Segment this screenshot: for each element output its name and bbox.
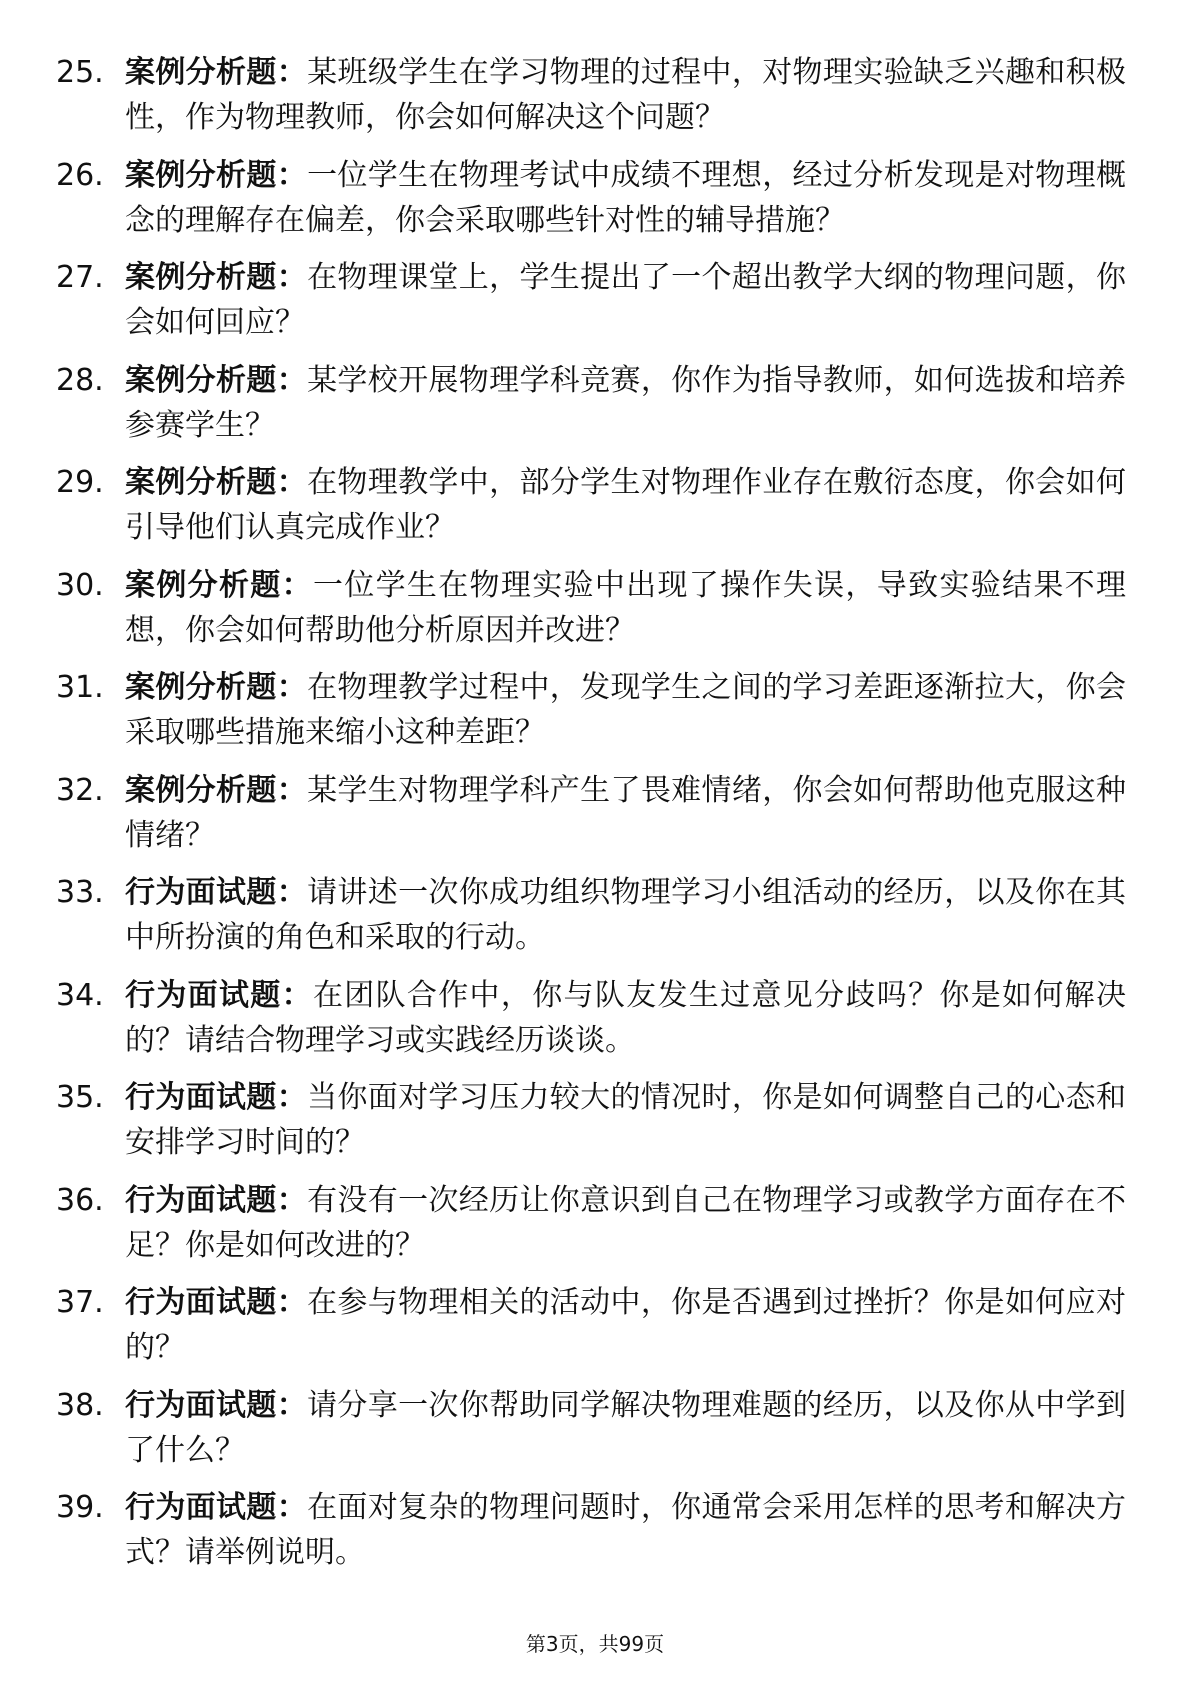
question-number: 27. (56, 260, 104, 295)
question-number: 31. (56, 670, 104, 705)
question-text: 请讲述一次你成功组织物理学习小组活动的经历，以及你在其中所扮演的角色和采取的行动。 (125, 875, 1126, 955)
question-type: 案例分析题： (125, 670, 308, 705)
question-body (125, 460, 1126, 550)
question-number: 25. (56, 55, 104, 90)
question-body (125, 153, 1126, 243)
question-body (125, 358, 1126, 448)
question-type: 行为面试题： (125, 875, 308, 910)
question-text: 请分享一次你帮助同学解决物理难题的经历，以及你从中学到了什么？ (125, 1387, 1126, 1468)
question-type: 行为面试题： (125, 1285, 308, 1320)
question-text: 有没有一次经历让你意识到自己在物理学习或教学方面存在不足？你是如何改进的？ (125, 1182, 1126, 1263)
question-item (56, 665, 1126, 755)
question-body (125, 1075, 1126, 1165)
question-number: 33. (56, 875, 104, 910)
question-type: 行为面试题： (125, 1490, 308, 1525)
question-body (125, 563, 1126, 653)
question-item (56, 870, 1126, 960)
question-number: 36. (56, 1182, 104, 1218)
question-body (125, 665, 1126, 755)
question-body (125, 870, 1126, 960)
question-type: 案例分析题： (125, 55, 308, 90)
question-type: 案例分析题： (125, 567, 313, 603)
question-type: 案例分析题： (125, 465, 308, 500)
question-item (56, 563, 1126, 653)
question-body (125, 973, 1126, 1063)
question-body (125, 50, 1126, 140)
question-text: 在物理教学过程中，发现学生之间的学习差距逐渐拉大，你会采取哪些措施来缩小这种差距？ (125, 670, 1126, 750)
question-item (56, 255, 1126, 345)
question-text: 一位学生在物理考试中成绩不理想，经过分析发现是对物理概念的理解存在偏差，你会采取哪些针对性的辅导措施？ (125, 157, 1126, 238)
question-body (125, 1383, 1126, 1473)
question-list (56, 50, 1126, 1588)
question-type: 案例分析题： (125, 157, 308, 193)
question-text: 在物理教学中，部分学生对物理作业存在敷衍态度，你会如何引导他们认真完成作业？ (125, 465, 1126, 545)
question-number: 37. (56, 1285, 104, 1320)
question-item (56, 358, 1126, 448)
page-footer (0, 1630, 1190, 1658)
question-type: 案例分析题： (125, 260, 308, 295)
question-type: 案例分析题： (125, 362, 308, 398)
question-type: 行为面试题： (125, 1182, 308, 1218)
question-type: 案例分析题： (125, 772, 308, 808)
question-body (125, 255, 1126, 345)
question-item (56, 1178, 1126, 1268)
question-number: 29. (56, 465, 104, 500)
question-number: 38. (56, 1387, 104, 1423)
question-text: 某班级学生在学习物理的过程中，对物理实验缺乏兴趣和积极性，作为物理教师，你会如何解决这个问题？ (125, 55, 1126, 135)
question-item (56, 1383, 1126, 1473)
question-body (125, 1280, 1126, 1370)
question-number: 28. (56, 362, 104, 398)
question-text: 某学生对物理学科产生了畏难情绪，你会如何帮助他克服这种情绪？ (125, 772, 1126, 853)
question-item (56, 460, 1126, 550)
question-type: 行为面试题： (125, 977, 313, 1013)
question-number: 30. (56, 567, 104, 603)
question-type: 行为面试题： (125, 1080, 308, 1115)
question-item (56, 768, 1126, 858)
question-item (56, 1485, 1126, 1575)
question-item (56, 1075, 1126, 1165)
question-text: 在物理课堂上，学生提出了一个超出教学大纲的物理问题，你会如何回应？ (125, 260, 1126, 340)
question-body (125, 768, 1126, 858)
question-text: 在面对复杂的物理问题时，你通常会采用怎样的思考和解决方式？请举例说明。 (125, 1490, 1126, 1570)
question-number: 32. (56, 772, 104, 808)
question-body (125, 1485, 1126, 1575)
question-text: 当你面对学习压力较大的情况时，你是如何调整自己的心态和安排学习时间的？ (125, 1080, 1126, 1160)
question-number: 35. (56, 1080, 104, 1115)
question-type: 行为面试题： (125, 1387, 308, 1423)
question-text: 在参与物理相关的活动中，你是否遇到过挫折？你是如何应对的？ (125, 1285, 1126, 1365)
question-number: 39. (56, 1490, 104, 1525)
question-text: 一位学生在物理实验中出现了操作失误，导致实验结果不理想，你会如何帮助他分析原因并改进？ (125, 567, 1127, 648)
question-number: 26. (56, 157, 104, 193)
question-item (56, 50, 1126, 140)
question-number: 34. (56, 977, 104, 1013)
page-number-label: 第3页，共99页 (525, 1632, 665, 1656)
question-body (125, 1178, 1126, 1268)
question-text: 在团队合作中，你与队友发生过意见分歧吗？你是如何解决的？请结合物理学习或实践经历谈谈。 (125, 977, 1127, 1058)
question-item (56, 1280, 1126, 1370)
question-text: 某学校开展物理学科竞赛，你作为指导教师，如何选拔和培养参赛学生？ (125, 362, 1126, 443)
question-item (56, 153, 1126, 243)
question-item (56, 973, 1126, 1063)
